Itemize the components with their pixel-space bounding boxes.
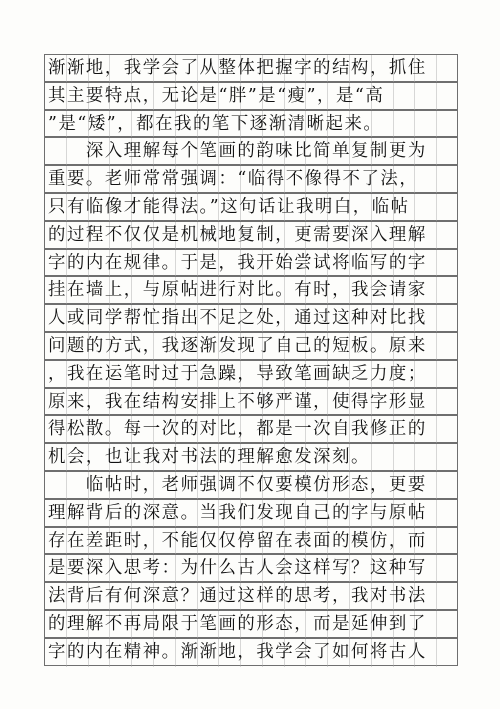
essay-line	[44, 165, 458, 193]
essay-line-text: 临帖时，老师强调不仅要模仿形态，更要	[48, 475, 427, 495]
essay-line-text: ，我在运笔时过于急躁，导致笔画缺乏力度；	[48, 363, 427, 384]
essay-line-text: 字的内在精神。渐渐地，我学会了如何将古人	[48, 641, 427, 662]
grid-writing-sheet	[44, 54, 458, 666]
essay-line	[44, 443, 458, 471]
essay-line-text: 其主要特点，无论是“胖”是“瘦”，是“高	[48, 85, 385, 106]
essay-line	[44, 193, 458, 221]
essay-line-text: 是要深入思考：为什么古人会这样写？这种写	[48, 558, 427, 579]
essay-line-text: 挂在墙上，与原帖进行对比。有时，我会请家	[48, 280, 427, 301]
essay-line-text: 重要。老师常常强调：“临得不像得不了法，	[48, 169, 419, 190]
essay-line-text: 的过程不仅仅是机械地复制，更需要深入理解	[48, 224, 427, 245]
essay-line	[44, 360, 458, 388]
essay-line	[44, 54, 458, 82]
essay-line	[44, 332, 458, 360]
essay-line-text: 渐渐地，我学会了从整体把握字的结构，抓住	[48, 58, 427, 78]
margin-rule	[44, 54, 45, 666]
essay-line	[44, 388, 458, 416]
essay-line	[44, 304, 458, 332]
essay-line	[44, 582, 458, 610]
essay-line	[44, 82, 458, 110]
essay-line-text: ”是“矮”，都在我的笔下逐渐清晰起来。	[48, 113, 383, 134]
essay-line-text: 只有临像才能得法。”这句话让我明白，临帖	[48, 197, 410, 217]
essay-line	[44, 554, 458, 582]
essay-line	[44, 638, 458, 666]
essay-line	[44, 610, 458, 638]
essay-line-text: 深入理解每个笔画的韵味比简单复制更为	[48, 141, 427, 162]
essay-line-text: 得松散。每一次的对比，都是一次自我修正的	[48, 419, 427, 440]
essay-line-text: 问题的方式，我逐渐发现了自己的短板。原来	[48, 336, 427, 356]
essay-line	[44, 221, 458, 249]
essay-line-text: 存在差距时，不能仅仅停留在表面的模仿，而	[48, 530, 427, 551]
essay-line	[44, 527, 458, 555]
essay-line	[44, 499, 458, 527]
essay-line	[44, 415, 458, 443]
essay-line-text: 的理解不再局限于笔画的形态，而是延伸到了	[48, 614, 427, 634]
essay-line	[44, 110, 458, 138]
essay-line	[44, 137, 458, 165]
essay-line	[44, 276, 458, 304]
essay-line	[44, 249, 458, 277]
essay-line-text: 理解背后的深意。当我们发现自己的字与原帖	[48, 502, 427, 523]
essay-line-text: 原来，我在结构安排上不够严谨，使得字形显	[48, 391, 427, 412]
essay-line-text: 法背后有何深意？通过这样的思考，我对书法	[48, 586, 427, 607]
essay-line-text: 人或同学帮忙指出不足之处，通过这种对比找	[48, 308, 427, 329]
essay-line-text: 机会，也让我对书法的理解愈发深刻。	[48, 447, 370, 468]
essay-line	[44, 471, 458, 499]
essay-line-text: 字的内在规律。于是，我开始尝试将临写的字	[48, 252, 427, 273]
margin-rule	[457, 54, 458, 666]
